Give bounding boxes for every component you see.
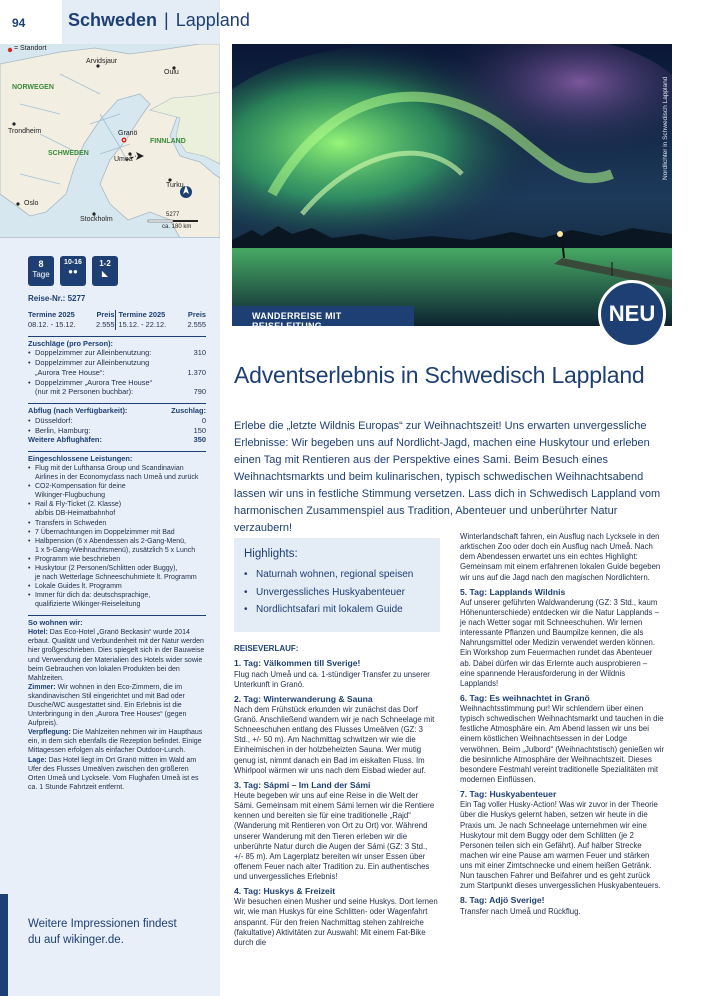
leistung-item: • Transfers in Schweden <box>28 519 206 528</box>
zuschlag-label: (nur mit 2 Personen buchbar): <box>35 387 134 397</box>
header-country: Schweden <box>68 10 158 30</box>
highlight-item: • Nordlichtsafari mit lokalem Guide <box>244 601 430 619</box>
map-country-finnland: FINNLAND <box>150 138 186 145</box>
wohnen-lage-label: Lage: <box>28 756 47 764</box>
reise-nr: Reise-Nr.: 5277 <box>28 294 86 303</box>
zuschlag-label: • Doppelzimmer zur Alleinbenutzung: <box>28 348 151 358</box>
zuschlag-value: 1.370 <box>187 367 206 377</box>
map-place-arvidsjaur: Arvidsjaur <box>86 58 118 65</box>
abflug-title-right: Zuschlag: <box>171 406 206 416</box>
map-country-schweden: SCHWEDEN <box>48 150 89 157</box>
aurora-photo <box>232 44 672 326</box>
day-title: 3. Tag: Sápmi – Im Land der Sámi <box>234 779 371 790</box>
leistungen-list <box>28 464 206 610</box>
trip-badges <box>28 256 118 286</box>
zuschlag-value: 310 <box>193 348 206 358</box>
day-text: Flug nach Umeå und ca. 1-stündiger Transfer zu unserer Unterkunft in Granö. <box>234 669 430 689</box>
highlights-box <box>234 538 440 632</box>
preis-header-1: Preis <box>96 310 115 319</box>
sidebar <box>0 44 220 996</box>
wohnen-verpflegung <box>28 728 206 755</box>
map-id: 5277 <box>166 212 180 218</box>
map-place-grano: Granö <box>118 130 138 137</box>
wohnen-lage <box>28 756 206 792</box>
leistung-item-cont: ab/bis DB-Heimatbahnhof <box>35 510 116 518</box>
leistung-item: • Programm wie beschrieben <box>28 555 206 564</box>
day-title: 5. Tag: Lapplands Wildnis <box>460 586 566 597</box>
termin-price-2: 2.555 <box>187 319 206 329</box>
leistungen-title <box>28 451 206 464</box>
wohnen-lage-text: Das Hotel liegt im Ort Granö mitten im Wald am Ufer des Flusses Umeälven zwischen den größeren Orten Umeå und Lycksele. Vom Flughafen Umeå ist es ca. 1 Stunde Fahrtzeit entfernt. <box>28 756 199 791</box>
abflug-more-label: Weitere Abflughäfen: <box>28 435 102 445</box>
day-text: Transfer nach Umeå und Rückflug. <box>460 906 581 916</box>
map-place-oulu: Oulu <box>164 69 179 76</box>
map-place-oslo: Oslo <box>24 200 39 207</box>
wohnen-title <box>28 615 206 628</box>
map-legend: = Standort <box>14 45 47 52</box>
abflug-value: 0 <box>201 415 206 425</box>
map-place-turku: Turku <box>166 182 184 189</box>
badge-group-size <box>60 256 86 286</box>
abflug-label: • Berlin, Hamburg: <box>28 426 90 436</box>
wohnen-verpflegung-text: Die Mahlzeiten nehmen wir im Haupthaus ein, in dem sich ebenfalls die Rezeption befindet. Einige Mittagessen erfolgen als einfacher Outdoor-Lunch. <box>28 729 203 755</box>
leistung-item: • Flug mit der Lufthansa Group und Scandinavian <box>28 464 206 473</box>
weitere-line-1: Weitere Impressionen findest <box>28 918 177 930</box>
abflug-title-text: Abflug (nach Verfügbarkeit): <box>28 406 128 416</box>
abflug-title <box>28 403 206 416</box>
route-map <box>0 44 220 238</box>
badge-days-value: 8 <box>38 259 44 269</box>
day-title: 4. Tag: Huskys & Freizeit <box>234 886 336 897</box>
zuschlaege-title <box>28 336 206 349</box>
leistung-item-cont: je nach Wetterlage Schneeschuhmiete lt. Programm <box>35 574 197 582</box>
highlights-title: Highlights: <box>244 548 298 560</box>
sidebar-accent <box>0 894 8 996</box>
zuschlag-item: • Doppelzimmer „Aurora Tree House“ <box>28 378 206 388</box>
neu-badge: NEU <box>598 280 666 348</box>
aurora-image <box>232 44 672 326</box>
map-place-umea: Umeå <box>114 156 133 163</box>
wohnen-hotel <box>28 628 206 683</box>
day-title: 6. Tag: Es weihnachtet in Granö <box>460 692 590 703</box>
map-graphic <box>0 44 220 238</box>
highlight-item: • Unvergessliches Huskyabenteuer <box>244 584 430 602</box>
day-title: 1. Tag: Välkommen till Sverige! <box>234 658 361 669</box>
zuschlaege-title-text: Zuschläge (pro Person): <box>28 338 114 348</box>
abflug-item <box>28 416 206 426</box>
termine-header-2: Termine 2025 <box>115 310 182 320</box>
group-icon: ●● <box>68 267 78 277</box>
termin-date-1: 08.12. - 15.12. <box>28 319 76 329</box>
abflug-more-value: 350 <box>193 435 206 445</box>
page-header-title <box>68 10 250 31</box>
wohnen-text <box>28 628 206 792</box>
wohnen-hotel-text: Das Eco-Hotel „Granö Beckasin“ wurde 2014 erbaut. Qualität und Verbundenheit mit der Natur werden hier großgeschrieben. Dies spiegelt sich in der Bauweise und Verwendung der Materialien des Hotels wider sowie beim Gebrauchen von lokalen Produkten bei den Mahlzeiten. <box>28 629 205 682</box>
wohnen-hotel-label: Hotel: <box>28 629 48 637</box>
leistung-item-cont: 1 x 5-Gang-Weihnachtsmenü), zusätzlich 5 x Lunch <box>35 546 196 554</box>
badge-group-value: 10-16 <box>64 259 82 266</box>
termin-date-2: 15.12. - 22.12. <box>115 320 182 330</box>
badge-difficulty <box>92 256 118 286</box>
leistungen-title-text: Eingeschlossene Leistungen: <box>28 454 133 464</box>
badge-days-label: Tage <box>32 269 50 279</box>
photo-credit <box>662 50 672 180</box>
badge-days <box>28 256 54 286</box>
termine-table <box>28 310 206 330</box>
boot-icon: ◣ <box>101 268 109 278</box>
intro-text: Erlebe die „letzte Wildnis Europas“ zur Weihnachtszeit! Uns erwarten unvergessliche Erlebnisse: Wir begeben uns auf Nordlicht-Jagd, machen eine Huskytour und erleben einen Tag mit Rentieren aus der Perspektive eines Sami. Beim Besuch eines Weihnachtsmarkts und beim kulinarischen, typisch schwedischen Weihnachtsabend lassen wir uns in festliche Stimmung versetzen. Lass dich in Schwedisch Lappland vom harmonischen Zusammenspiel aus Tradition, Abenteuer und unberührter Natur verzaubern! <box>234 420 661 535</box>
day-text: Nach dem Frühstück erkunden wir zunächst das Dorf Granö. Anschließend wandern wir je nach Schneelage mit Schneeschuhen entlang des Flusses Umeälven (GZ: 3 Std., +/- 50 m). Am Nachmittag schwitzen wir wie die Einheimischen in der holzbeheizten Sauna. Wer mutig genug ist, nimmt danach ein Bad im eiskalten Fluss. Im Whirlpool wärmen wir uns nach dem Eisbad wieder auf. <box>234 704 435 775</box>
map-scale: ca. 180 km <box>162 224 192 230</box>
reiseverlauf-title: REISEVERLAUF: <box>234 644 299 653</box>
day-title: 2. Tag: Winterwanderung & Sauna <box>234 693 373 704</box>
day-text: Heute begeben wir uns auf eine Reise in die Welt der Sámi. Gemeinsam mit einem Sámi lernen wir die Rentiere kennen und bereiten sie für eine traditionelle „Rajd“ (Wanderung mit Rentieren von Ort zu Ort) vor. Während unserer Wanderung mit den Tieren erleben wir die unberührte Natur durch die Augen der Sámi (GZ: 3 Std., +/- 85 m). Am Lagerplatz bereiten wir unser Essen über offenem Feuer nach alter Tradition zu. Ein authentisches und unvergessliches Erlebnis! <box>234 791 435 882</box>
leistung-item-cont: qualifizierte Wikinger-Reiseleitung <box>35 601 141 609</box>
termine-header-1: Termine 2025 <box>28 310 75 319</box>
map-place-stockholm: Stockholm <box>80 216 113 223</box>
leistung-item-cont: Wikinger-Flugbuchung <box>35 492 106 500</box>
map-country-norwegen: NORWEGEN <box>12 84 54 91</box>
zuschlag-item <box>28 348 206 358</box>
weitere-impressionen[interactable] <box>28 916 177 948</box>
day-title: 7. Tag: Huskyabenteuer <box>460 789 557 800</box>
leistung-item: • CO2-Kompensation für deine <box>28 482 206 491</box>
leistung-item: • Rail & Fly-Ticket (2. Klasse) <box>28 500 206 509</box>
abflug-value: 150 <box>193 425 206 435</box>
wohnen-zimmer-label: Zimmer: <box>28 683 56 691</box>
zuschlag-label: „Aurora Tree House“: <box>35 367 105 377</box>
weitere-line-2: du auf wikinger.de. <box>28 934 124 947</box>
reiseverlauf-column-1 <box>234 644 438 948</box>
highlight-item: • Naturnah wohnen, regional speisen <box>244 566 430 584</box>
wohnen-zimmer-text: Wir wohnen in den Eco-Zimmern, die im skandinavischen Stil eingerichtet und mit Bad oder Dusche/WC ausgestattet sind. Ein Erlebnis ist die Unterbringung in den „Aurora Tree Houses“ (gegen Aufpreis). <box>28 683 187 728</box>
photo-credit-text: Nordlichter in Schwedisch Lappland <box>662 76 669 180</box>
preis-header-2: Preis <box>187 310 206 319</box>
abflug-more <box>28 435 206 445</box>
leistung-item: • Lokale Guides lt. Programm <box>28 582 206 591</box>
zuschlag-item-cont <box>28 368 206 378</box>
leistung-item: • Immer für dich da: deutschsprachige, <box>28 591 206 600</box>
wohnen-verpflegung-label: Verpflegung: <box>28 729 71 737</box>
wohnen-title-text: So wohnen wir: <box>28 618 83 628</box>
leistung-item: • Halbpension (6 x Abendessen als 2-Gang-Menü, <box>28 537 206 546</box>
zuschlag-value: 790 <box>193 387 206 397</box>
day-text: Auf unserer geführten Waldwanderung (GZ: 3 Std., kaum Höhenunterschiede) entdecken wir die Natur Lapplands – je nach Wetter sogar mit Schneeschuhen. Wir lernen interessante Pflanzen und Baumpilze kennen, die als Nahrungsmittel oder Medizin verwendet werden können. Ein Workshop zum Feuermachen rundet das Abenteuer ab. Dabei dürfen wir das Erlernte auch ausprobieren – eine spannende Herausforderung in der Wildnis Lapplands! <box>460 597 659 688</box>
day-text: Wir besuchen einen Musher und seine Huskys. Dort lernen wir, wie man Huskys für eine Schlitten- oder Wagenfahrt anspannt. Für den freien Nachmittag stehen zahlreiche (fakultative) Aktivitäten zur Auswahl: Mit einem Fat-Bike durch die <box>234 897 438 947</box>
termin-price-1: 2.555 <box>96 319 115 329</box>
page-number: 94 <box>0 0 56 44</box>
wohnen-zimmer <box>28 683 206 728</box>
day-text-continued: Winterlandschaft fahren, ein Ausflug nach Lycksele in den arktischen Zoo oder doch ein Ausflug nach Umeå. Nach dem Abendessen erwartet uns ein echtes Highlight: Gemeinsam mit einem erfahrenen lokalen Guide begeben wir uns auf die Jagd nach den magischen Nordlichtern. <box>460 532 661 582</box>
page-title: Adventserlebnis in Schwedisch Lappland <box>234 362 645 388</box>
day-text: Ein Tag voller Husky-Action! Was wir zuvor in der Theorie über die Huskys gelernt haben, setzen wir heute in die Praxis um. Je nach Schneelage unternehmen wir eine Huskytour mit dem Buggy oder dem Schlitten (je 2 Personen teilen sich ein Gefährt). Auf halber Strecke machen wir eine Pause am warmen Feuer und stärken uns mit einer Zimtschnecke und einem heißen Getränk. Nun tauschen Fahrer und Beifahrer und es geht zurück zum Startpunkt dieses unvergesslichen Huskyabenteuers. <box>460 800 661 891</box>
zuschlag-item: • Doppelzimmer zur Alleinbenutzung <box>28 358 206 368</box>
zuschlag-item-cont <box>28 387 206 397</box>
leistung-item: • 7 Übernachtungen im Doppelzimmer mit Bad <box>28 528 206 537</box>
day-title: 8. Tag: Adjö Sverige! <box>460 895 545 906</box>
reiseart-label: WANDERREISE MIT REISELEITUNG <box>232 306 414 326</box>
abflug-label: • Düsseldorf: <box>28 416 72 426</box>
map-place-trondheim: Trondheim <box>8 128 42 135</box>
reiseverlauf-column-2 <box>460 532 664 917</box>
header-separator: | <box>164 10 169 30</box>
abflug-item <box>28 426 206 436</box>
badge-difficulty-value: 1-2 <box>99 259 111 268</box>
termine-block <box>28 310 206 792</box>
day-text: Weihnachtsstimmung pur! Wir schlendern über einen typisch schwedischen Weihnachtsmarkt und tauchen in die festliche Atmosphäre ein. Am Abend lassen wir uns bei einem köstlichen Weihnachtsessen in der Lodge verwöhnen. Beim „Julbord“ (Weihnachtstisch) genießen wir die besinnliche Atmosphäre der Weihnachtszeit. Dieses besondere Festmahl vereint traditionelle Spezialitäten mit modernen Einflüssen. <box>460 704 664 784</box>
header-region: Lappland <box>175 10 250 30</box>
leistung-item-cont: Airlines in der Economyclass nach Umeå und zurück <box>35 474 199 482</box>
leistung-item: • Huskytour (2 Personen/Schlitten oder Buggy), <box>28 564 206 573</box>
